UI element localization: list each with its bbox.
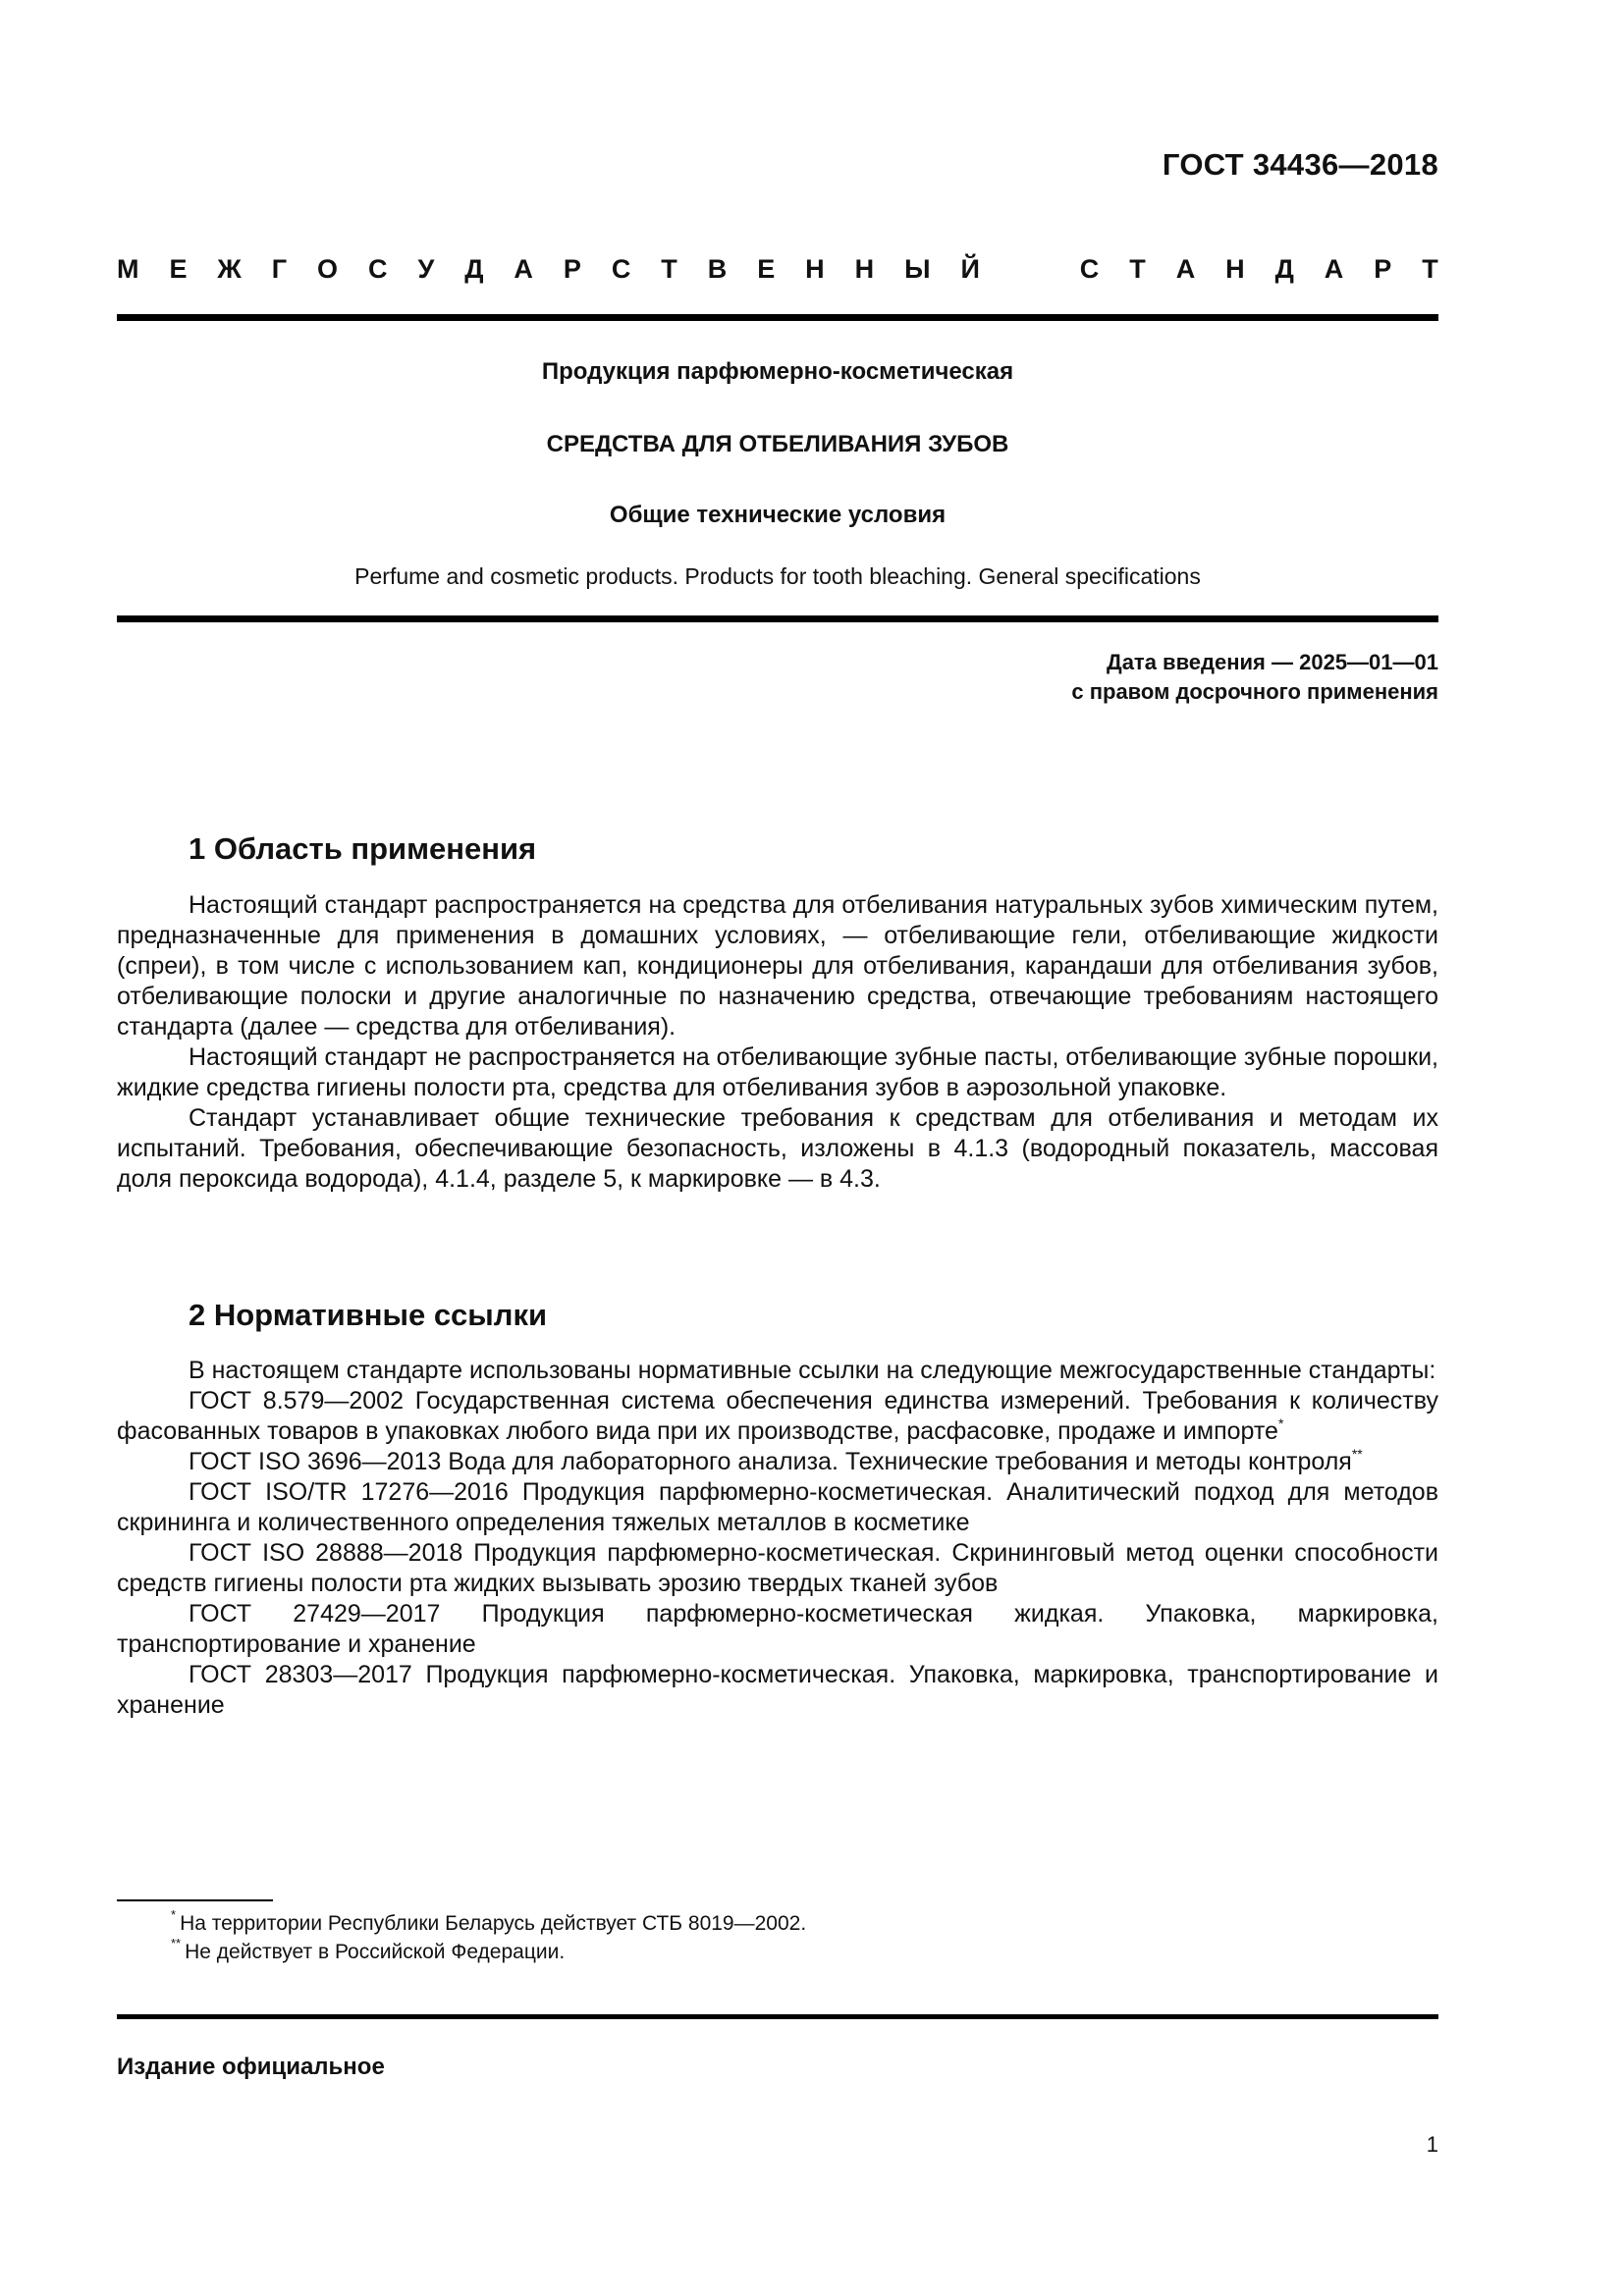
banner-letter: О xyxy=(317,254,339,284)
section-2-body xyxy=(117,1356,1438,1721)
normative-reference: ГОСТ 28303—2017 Продукция парфюмерно-косметическая. Упаковка, маркировка, транспортирование и хранение xyxy=(117,1661,1438,1719)
document-title: СРЕДСТВА ДЛЯ ОТБЕЛИВАНИЯ ЗУБОВ xyxy=(546,431,1009,457)
header-rule xyxy=(117,314,1438,321)
normative-reference: ГОСТ ISO 28888—2018 Продукция парфюмерно-косметическая. Скрининговый метод оценки способности средств гигиены полости рта жидких вызывать эрозию твердых тканей зубов xyxy=(117,1539,1438,1597)
banner-letter: Ж xyxy=(217,254,242,284)
title-rule xyxy=(117,615,1438,622)
banner-word-gap xyxy=(1010,251,1050,287)
banner-letter: Н xyxy=(854,254,875,284)
banner-letter: А xyxy=(1324,254,1344,284)
footnote-mark: * xyxy=(171,1907,177,1922)
banner-letter: Е xyxy=(757,254,776,284)
banner-letter: Д xyxy=(464,254,484,284)
section-1-paragraph: Стандарт устанавливает общие технические требования к средствам для отбеливания и методам их испытаний. Требования, обеспечивающие безопасность, изложены в 4.1.3 (водородный показатель, массовая доля пероксида водорода), 4.1.4, разделе 5, к маркировке — в 4.3. xyxy=(117,1104,1438,1193)
banner-letter: Г xyxy=(271,254,288,284)
introduction-date-line: Дата введения — 2025—01—01 xyxy=(1107,650,1438,674)
banner-letter: С xyxy=(368,254,388,284)
banner-letter: С xyxy=(1079,254,1100,284)
banner-letter: Ы xyxy=(904,254,931,284)
banner-letter: Н xyxy=(1225,254,1245,284)
banner-letter: С xyxy=(611,254,631,284)
footnote-mark: * xyxy=(1277,1415,1284,1431)
document-page xyxy=(117,0,1438,2296)
banner-letter: А xyxy=(514,254,533,284)
footer-rule xyxy=(117,2014,1438,2019)
normative-reference: ГОСТ ISO/TR 17276—2016 Продукция парфюмерно-косметическая. Аналитический подход для методов скрининга и количественного определения тяжелых металлов в косметике xyxy=(117,1478,1438,1536)
document-subtitle: Общие технические условия xyxy=(609,502,947,528)
banner-letter: Н xyxy=(805,254,825,284)
banner-letter: Е xyxy=(169,254,188,284)
footnotes xyxy=(171,1909,806,1966)
normative-reference: ГОСТ 8.579—2002 Государственная система обеспечения единства измерений. Требования к количеству фасованных товаров в упаковках любого вида при их производстве, расфасовке, продаже и импорте* xyxy=(117,1387,1438,1445)
banner-letter: Р xyxy=(1374,254,1392,284)
interstate-standard-banner xyxy=(117,251,1438,287)
footnote: ** Не действует в Российской Федерации. xyxy=(171,1936,566,1963)
normative-reference: ГОСТ ISO 3696—2013 Вода для лабораторного анализа. Технические требования и методы контроля** xyxy=(189,1445,1363,1475)
banner-letter: Т xyxy=(661,254,677,284)
section-1-heading: 1 Область применения xyxy=(189,831,537,866)
banner-letter: Т xyxy=(1422,254,1438,284)
section-1-body xyxy=(117,890,1438,1195)
banner-letter: В xyxy=(707,254,728,284)
product-category: Продукция парфюмерно-косметическая xyxy=(541,358,1014,385)
section-2-intro: В настоящем стандарте использованы нормативные ссылки на следующие межгосударственные стандарты: xyxy=(189,1357,1436,1384)
banner-letter: А xyxy=(1175,254,1196,284)
section-1-paragraph: Настоящий стандарт распространяется на средства для отбеливания натуральных зубов химическим путем, предназначенные для применения в домашних условиях, — отбеливающие гели, отбеливающие жидкости (спреи), в том числе с использованием кап, кондиционеры для отбеливания, карандаши для отбеливания зубов, отбеливающие полоски и другие аналогичные по назначению средства, отвечающие требованиям настоящего стандарта (далее — средства для отбеливания). xyxy=(117,891,1438,1041)
banner-letter: Й xyxy=(960,254,980,284)
banner-letter: М xyxy=(117,254,139,284)
banner-letter: У xyxy=(417,254,435,284)
banner-letter: Т xyxy=(1129,254,1146,284)
footnote: * На территории Республики Беларусь действует СТБ 8019—2002. xyxy=(171,1907,807,1935)
footnote-mark: ** xyxy=(171,1936,182,1950)
early-application-line: с правом досрочного применения xyxy=(1071,679,1438,704)
section-1-paragraph: Настоящий стандарт не распространяется на отбеливающие зубные пасты, отбеливающие зубные порошки, жидкие средства гигиены полости рта, средства для отбеливания зубов в аэрозольной упаковке. xyxy=(117,1043,1438,1101)
english-title: Perfume and cosmetic products. Products for tooth bleaching. General specifications xyxy=(354,563,1201,589)
section-2-heading: 2 Нормативные ссылки xyxy=(189,1298,548,1332)
banner-letter: Д xyxy=(1274,254,1294,284)
standard-number: ГОСТ 34436—2018 xyxy=(1162,147,1438,182)
banner-letter: Р xyxy=(563,254,581,284)
title-block xyxy=(117,355,1438,593)
introduction-date xyxy=(1071,648,1438,707)
normative-reference: ГОСТ 27429—2017 Продукция парфюмерно-косметическая жидкая. Упаковка, маркировка, транспортирование и хранение xyxy=(117,1600,1438,1658)
footnote-mark: ** xyxy=(1351,1445,1363,1462)
official-edition-label: Издание официальное xyxy=(117,2054,385,2080)
page-number: 1 xyxy=(1426,2132,1438,2157)
footnote-separator xyxy=(117,1899,273,1901)
